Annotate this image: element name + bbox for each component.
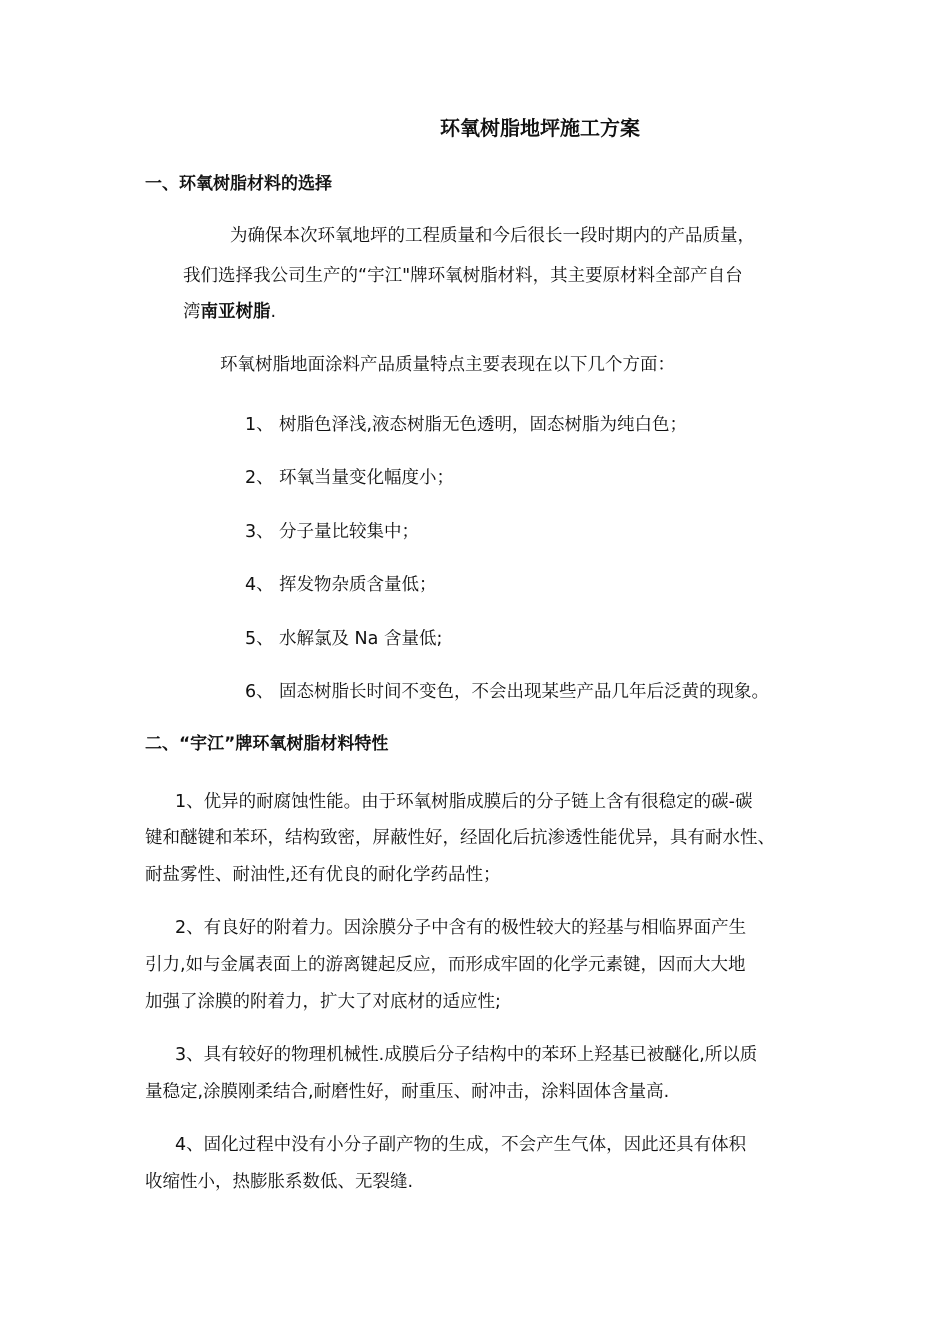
feature-number: 3、 <box>245 522 274 542</box>
p1-line-2: 键和醚键和苯环，结构致密，屏蔽性好，经固化后抗渗透性能优异，具有耐水性、 <box>145 828 775 848</box>
feature-number: 1、 <box>245 415 274 435</box>
feature-item <box>245 682 769 702</box>
section2-heading: 二、“宇江”牌环氧树脂材料特性 <box>145 734 389 754</box>
intro-line-3-prefix: 湾 <box>183 302 201 322</box>
p2-line-1: 2、有良好的附着力。因涂膜分子中含有的极性较大的羟基与相临界面产生 <box>175 918 747 938</box>
p4-line-1: 4、固化过程中没有小分子副产物的生成，不会产生气体，因此还具有体积 <box>175 1135 747 1155</box>
p1-line-3: 耐盐雾性、耐油性,还有优良的耐化学药品性； <box>145 865 501 885</box>
section1-heading: 一、环氧树脂材料的选择 <box>145 174 332 194</box>
feature-number: 6、 <box>245 682 274 702</box>
document-title: 环氧树脂地坪施工方案 <box>440 116 640 140</box>
intro-line-3-suffix: . <box>270 302 277 322</box>
feature-item <box>245 575 437 595</box>
feature-number: 4、 <box>245 575 274 595</box>
p2-line-2: 引力,如与金属表面上的游离键起反应，而形成牢固的化学元素键，因而大大地 <box>145 955 746 975</box>
brand-name: 南亚树脂 <box>200 302 271 322</box>
feature-text: 树脂色泽浅,液态树脂无色透明，固态树脂为纯白色； <box>279 415 688 435</box>
feature-item <box>245 629 442 649</box>
feature-text: 挥发物杂质含量低； <box>279 575 437 595</box>
feature-number: 5、 <box>245 629 274 649</box>
intro-line-2: 我们选择我公司生产的“宇江"牌环氧树脂材料，其主要原材料全部产自台 <box>183 266 743 286</box>
feature-text: 分子量比较集中； <box>279 522 419 542</box>
p1-line-1: 1、优异的耐腐蚀性能。由于环氧树脂成膜后的分子链上含有很稳定的碳-碳 <box>175 792 753 812</box>
p4-line-2: 收缩性小，热膨胀系数低、无裂缝. <box>145 1172 414 1192</box>
feature-text: 环氧当量变化幅度小； <box>279 468 454 488</box>
p3-line-2: 量稳定,涂膜刚柔结合,耐磨性好，耐重压、耐冲击，涂料固体含量高. <box>145 1082 670 1102</box>
feature-text: 固态树脂长时间不变色，不会出现某些产品几年后泛黄的现象。 <box>279 682 769 702</box>
p2-line-3: 加强了涂膜的附着力，扩大了对底材的适应性; <box>145 992 501 1012</box>
features-lead: 环氧树脂地面涂料产品质量特点主要表现在以下几个方面： <box>220 355 675 375</box>
p3-line-1: 3、具有较好的物理机械性.成膜后分子结构中的苯环上羟基已被醚化,所以质 <box>175 1045 758 1065</box>
feature-number: 2、 <box>245 468 274 488</box>
feature-text: 水解氯及 Na 含量低; <box>279 629 443 649</box>
intro-line-1: 为确保本次环氧地坪的工程质量和今后很长一段时期内的产品质量， <box>230 226 755 246</box>
intro-line-3 <box>183 302 276 322</box>
feature-item <box>245 522 419 542</box>
feature-item <box>245 415 687 435</box>
feature-item <box>245 468 454 488</box>
